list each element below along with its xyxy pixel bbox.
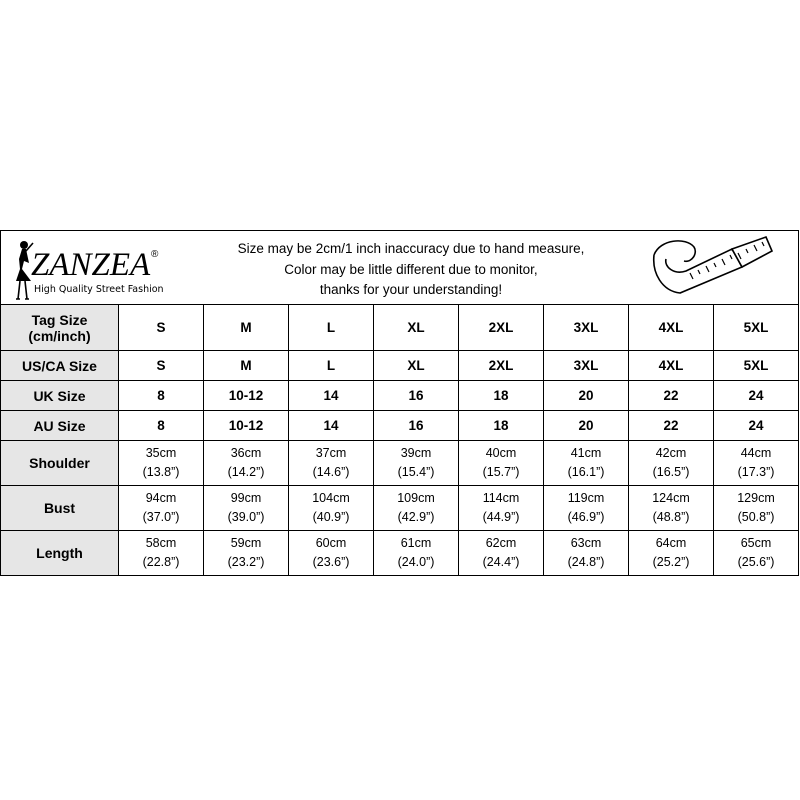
- cm-value: 99cm: [230, 491, 262, 505]
- inch-value: (15.4”): [397, 465, 435, 479]
- table-cell: 20: [544, 381, 629, 411]
- table-row: [1, 531, 799, 576]
- cm-value: 59cm: [230, 536, 262, 550]
- table-cell: 18: [459, 381, 544, 411]
- table-cell: 20: [544, 411, 629, 441]
- cm-value: 114cm: [482, 491, 520, 505]
- inch-value: (25.2”): [652, 555, 690, 569]
- brand-name: ZANZEA: [31, 247, 151, 283]
- row-label-shoulder: Shoulder: [1, 441, 119, 486]
- table-row: [1, 411, 799, 441]
- inch-value: (14.2”): [227, 465, 265, 479]
- table-cell: [544, 441, 629, 486]
- size-chart: [0, 230, 799, 576]
- table-cell: [544, 486, 629, 531]
- table-cell: [204, 441, 289, 486]
- inch-value: (23.6”): [312, 555, 350, 569]
- row-label-bust: Bust: [1, 486, 119, 531]
- table-cell: [714, 441, 799, 486]
- cm-value: 40cm: [485, 446, 517, 460]
- table-cell: M: [204, 305, 289, 351]
- registered-mark: ®: [151, 249, 159, 260]
- cm-value: 124cm: [652, 491, 690, 505]
- inch-value: (44.9”): [482, 510, 520, 524]
- table-cell: [204, 531, 289, 576]
- inch-value: (25.6”): [737, 555, 775, 569]
- table-cell: 14: [289, 381, 374, 411]
- table-cell: 22: [629, 381, 714, 411]
- table-cell: [714, 531, 799, 576]
- size-chart-header: [0, 230, 799, 304]
- cm-value: 64cm: [655, 536, 687, 550]
- brand-logo: [7, 237, 167, 299]
- cm-value: 36cm: [230, 446, 262, 460]
- cm-value: 35cm: [145, 446, 177, 460]
- measurement-notice: [181, 239, 641, 301]
- table-cell: [459, 531, 544, 576]
- cm-value: 61cm: [400, 536, 432, 550]
- table-cell: [374, 486, 459, 531]
- table-row: [1, 351, 799, 381]
- table-cell: 18: [459, 411, 544, 441]
- inch-value: (14.6”): [312, 465, 350, 479]
- table-cell: 16: [374, 381, 459, 411]
- inch-value: (22.8”): [142, 555, 180, 569]
- notice-line: thanks for your understanding!: [319, 282, 503, 297]
- cm-value: 60cm: [315, 536, 347, 550]
- table-cell: 4XL: [629, 305, 714, 351]
- table-cell: [714, 486, 799, 531]
- notice-line: Color may be little different due to monitor,: [284, 261, 538, 277]
- cm-value: 41cm: [570, 446, 602, 460]
- measuring-tape-icon: [646, 233, 776, 301]
- table-cell: 5XL: [714, 305, 799, 351]
- inch-value: (50.8”): [737, 510, 775, 524]
- table-cell: 10-12: [204, 381, 289, 411]
- cm-value: 109cm: [397, 491, 435, 505]
- table-cell: 14: [289, 411, 374, 441]
- table-cell: L: [289, 305, 374, 351]
- table-cell: M: [204, 351, 289, 381]
- cm-value: 58cm: [145, 536, 177, 550]
- cm-value: 94cm: [145, 491, 177, 505]
- table-cell: 5XL: [714, 351, 799, 381]
- cm-value: 44cm: [740, 446, 772, 460]
- inch-value: (46.9”): [567, 510, 605, 524]
- table-cell: [119, 441, 204, 486]
- cm-value: 42cm: [655, 446, 687, 460]
- inch-value: (16.1”): [567, 465, 605, 479]
- cm-value: 129cm: [737, 491, 775, 505]
- cm-value: 39cm: [400, 446, 432, 460]
- cm-value: 63cm: [570, 536, 602, 550]
- table-cell: [289, 441, 374, 486]
- table-cell: [119, 486, 204, 531]
- table-cell: S: [119, 351, 204, 381]
- notice-line: Size may be 2cm/1 inch inaccuracy due to hand measure,: [237, 241, 585, 256]
- table-cell: [374, 531, 459, 576]
- inch-value: (17.3”): [737, 465, 775, 479]
- table-cell: 2XL: [459, 351, 544, 381]
- table-cell: 10-12: [204, 411, 289, 441]
- inch-value: (23.2”): [227, 555, 265, 569]
- table-cell: [204, 486, 289, 531]
- table-cell: [459, 441, 544, 486]
- table-row: [1, 305, 799, 351]
- cm-value: 104cm: [312, 491, 350, 505]
- cm-value: 65cm: [740, 536, 772, 550]
- table-cell: [289, 531, 374, 576]
- inch-value: (42.9”): [397, 510, 435, 524]
- table-cell: 8: [119, 381, 204, 411]
- table-cell: 3XL: [544, 351, 629, 381]
- table-cell: XL: [374, 351, 459, 381]
- table-cell: [629, 531, 714, 576]
- inch-value: (40.9”): [312, 510, 350, 524]
- inch-value: (39.0”): [227, 510, 265, 524]
- table-cell: 24: [714, 411, 799, 441]
- table-cell: 2XL: [459, 305, 544, 351]
- cm-value: 37cm: [315, 446, 347, 460]
- inch-value: (48.8”): [652, 510, 690, 524]
- inch-value: (13.8”): [142, 465, 180, 479]
- table-cell: [459, 486, 544, 531]
- table-cell: 24: [714, 381, 799, 411]
- table-row: [1, 381, 799, 411]
- label-line: Tag Size: [31, 311, 88, 328]
- inch-value: (24.4”): [482, 555, 520, 569]
- inch-value: (15.7”): [482, 465, 520, 479]
- inch-value: (37.0”): [142, 510, 180, 524]
- brand-tagline: High Quality Street Fashion: [34, 284, 164, 295]
- table-cell: XL: [374, 305, 459, 351]
- table-cell: 3XL: [544, 305, 629, 351]
- row-label-length: Length: [1, 531, 119, 576]
- label-line: (cm/inch): [28, 327, 91, 344]
- inch-value: (16.5”): [652, 465, 690, 479]
- table-cell: 22: [629, 411, 714, 441]
- size-table: [0, 304, 799, 576]
- table-cell: 4XL: [629, 351, 714, 381]
- cm-value: 62cm: [485, 536, 517, 550]
- table-row: [1, 486, 799, 531]
- row-label-uk-size: UK Size: [1, 381, 119, 411]
- row-label-us-ca-size: US/CA Size: [1, 351, 119, 381]
- table-cell: S: [119, 305, 204, 351]
- inch-value: (24.8”): [567, 555, 605, 569]
- table-cell: [119, 531, 204, 576]
- table-cell: 16: [374, 411, 459, 441]
- table-cell: [629, 486, 714, 531]
- table-cell: 8: [119, 411, 204, 441]
- table-cell: L: [289, 351, 374, 381]
- table-cell: [629, 441, 714, 486]
- row-label-tag-size: [1, 305, 119, 351]
- cm-value: 119cm: [567, 491, 605, 505]
- table-cell: [544, 531, 629, 576]
- inch-value: (24.0”): [397, 555, 435, 569]
- row-label-au-size: AU Size: [1, 411, 119, 441]
- table-cell: [374, 441, 459, 486]
- table-row: [1, 441, 799, 486]
- table-cell: [289, 486, 374, 531]
